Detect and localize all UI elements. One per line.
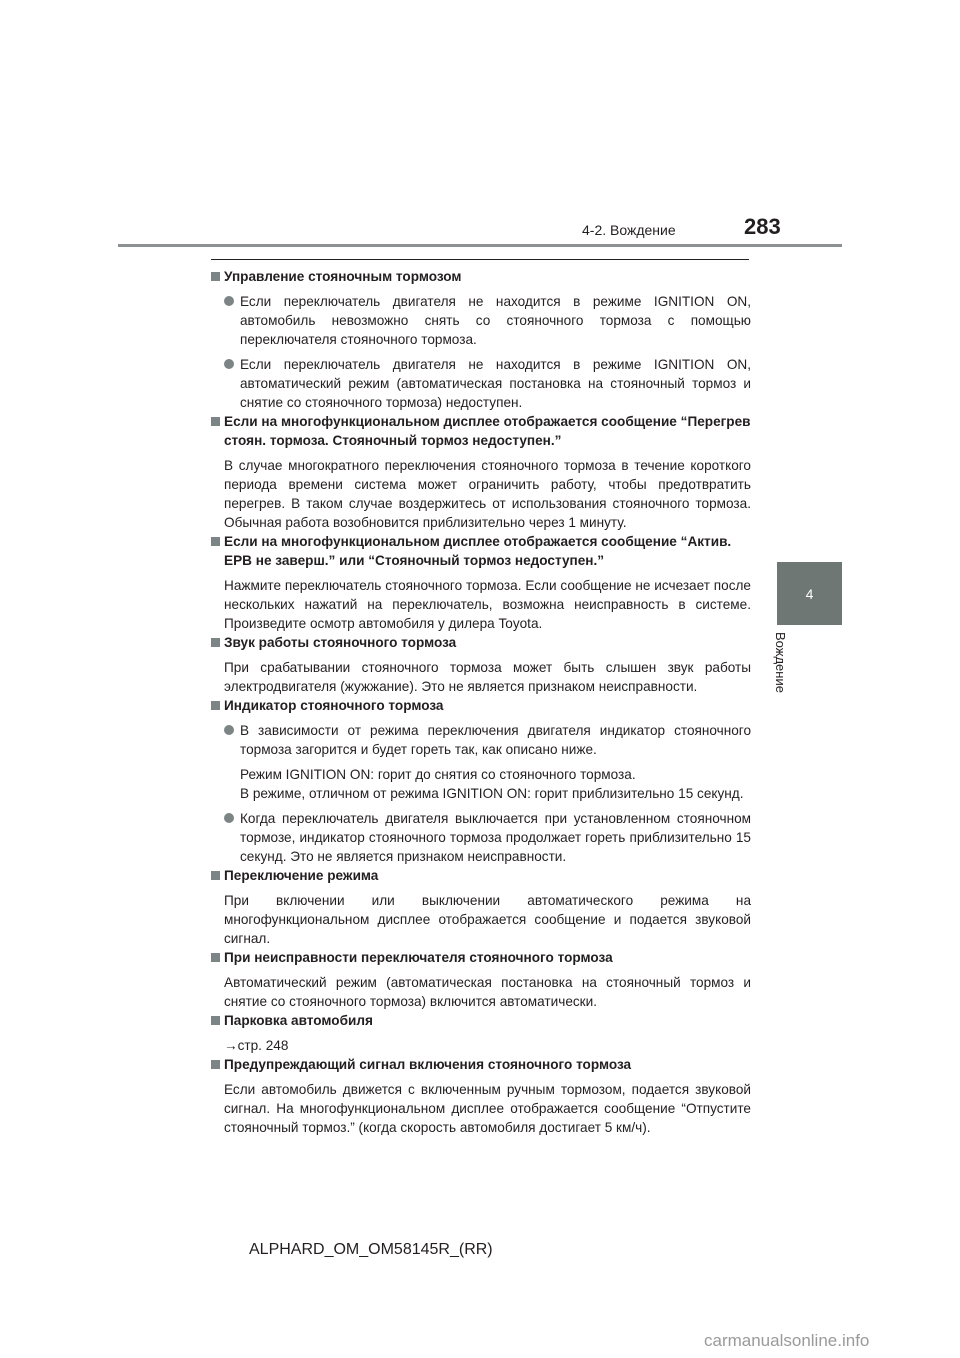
square-bullet-icon [211,1060,220,1069]
section-heading [208,412,751,450]
list-item [208,355,751,412]
section-text: Нажмите переключатель стояночного тормоза. Если сообщение не исчезает после нескольких нажатий на переключатель, возможна неисправность в системе. Произведите осмотр автомобиля у дилера Toyota. [224,578,751,631]
square-bullet-icon [211,953,220,962]
list-item-text: Когда переключатель двигателя выключается при установленном стояночном тормозе, индикатор стояночного тормоза продолжает гореть приблизительно 15 секунд. Это не является признаком неисправности. [240,811,751,864]
section-text: При включении или выключении автоматического режима на многофункциональном дисплее отображается сообщение и подается звуковой сигнал. [224,893,751,946]
section-text: Автоматический режим (автоматическая постановка на стояночный тормоз и снятие со стояночного тормоза) включится автоматически. [224,975,751,1009]
section-brake-indicator [208,696,751,866]
section-switch-malfunction [208,948,751,1011]
section-heading-text: Предупреждающий сигнал включения стояночного тормоза [224,1057,632,1072]
page-number: 283 [744,214,781,239]
header-divider [118,244,842,247]
section-heading-text: Индикатор стояночного тормоза [224,698,444,713]
square-bullet-icon [211,871,220,880]
main-content [208,267,751,1137]
content-divider [211,259,749,260]
section-text: При срабатывании стояночного тормоза может быть слышен звук работы электродвигателя (жужжание). Это не является признаком неисправности. [224,660,751,694]
section-heading [208,267,751,286]
indicator-mode-line: Режим IGNITION ON: горит до снятия со стояночного тормоза. [240,767,636,782]
section-heading [208,948,751,967]
section-heading [208,532,751,570]
circle-bullet-icon [224,296,234,306]
section-overheat-message [208,412,751,532]
section-heading [208,696,751,715]
document-code: ALPHARD_OM_OM58145R_(RR) [249,1241,493,1258]
section-title: 4-2. Вождение [582,222,676,238]
section-heading [208,1011,751,1030]
square-bullet-icon [211,701,220,710]
section-heading-text: Управление стояночным тормозом [224,269,462,284]
chapter-side-label [773,632,805,702]
chapter-number: 4 [805,586,814,602]
section-epb-message [208,532,751,633]
section-heading-text: Если на многофункциональном дисплее отображается сообщение “Актив. EPB не заверш.” или “Стояночный тормоз недоступен.” [224,534,732,568]
square-bullet-icon [211,1016,220,1025]
list-item [208,721,751,759]
circle-bullet-icon [224,813,234,823]
chapter-tab[interactable] [777,562,842,625]
circle-bullet-icon [224,359,234,369]
square-bullet-icon [211,417,220,426]
section-parking [208,1011,751,1055]
section-heading-text: Парковка автомобиля [224,1013,373,1028]
square-bullet-icon [211,638,220,647]
section-text: В случае многократного переключения стояночного тормоза в течение короткого периода времени система может ограничить работу, чтобы предотвратить перегрев. В таком случае воздержитесь от использования стояночного тормоза. Обычная работа возобновится приблизительно через 1 минуту. [224,458,751,530]
list-item [208,292,751,349]
chapter-side-label-text: Вождение [773,632,788,693]
page-reference-link[interactable]: →стр. 248 [224,1038,289,1053]
circle-bullet-icon [224,725,234,735]
section-heading [208,633,751,652]
section-heading-text: Звук работы стояночного тормоза [224,635,457,650]
list-item [208,809,751,866]
section-heading [208,866,751,885]
section-warning-signal [208,1055,751,1137]
list-item-text: В зависимости от режима переключения двигателя индикатор стояночного тормоза загорится и будет гореть так, как описано ниже. [240,723,751,757]
indicator-mode-line: В режиме, отличном от режима IGNITION ON: горит приблизительно 15 секунд. [240,786,744,801]
watermark-logo: carmanualsonline.info [704,1331,870,1350]
section-heading-text: Переключение режима [224,868,379,883]
list-item-text: Если переключатель двигателя не находится в режиме IGNITION ON, автоматический режим (автоматическая постановка на стояночный тормоз и снятие со стояночного тормоза) недоступен. [240,357,751,410]
section-brake-sound [208,633,751,696]
list-item-text: Если переключатель двигателя не находится в режиме IGNITION ON, автомобиль невозможно снять со стояночного тормоза с помощью переключателя стояночного тормоза. [240,294,751,347]
square-bullet-icon [211,272,220,281]
section-text: Если автомобиль движется с включенным ручным тормозом, подается звуковой сигнал. На многофункциональном дисплее отображается сообщение “Отпустите стояночный тормоз.” (когда скорость автомобиля достигает 5 км/ч). [224,1082,751,1135]
section-mode-switch [208,866,751,948]
square-bullet-icon [211,537,220,546]
section-heading-text: При неисправности переключателя стояночного тормоза [224,950,613,965]
section-parking-brake-control [208,267,751,412]
section-heading-text: Если на многофункциональном дисплее отображается сообщение “Перегрев стоян. тормоза. Стояночный тормоз недоступен.” [224,414,751,448]
section-heading [208,1055,751,1074]
